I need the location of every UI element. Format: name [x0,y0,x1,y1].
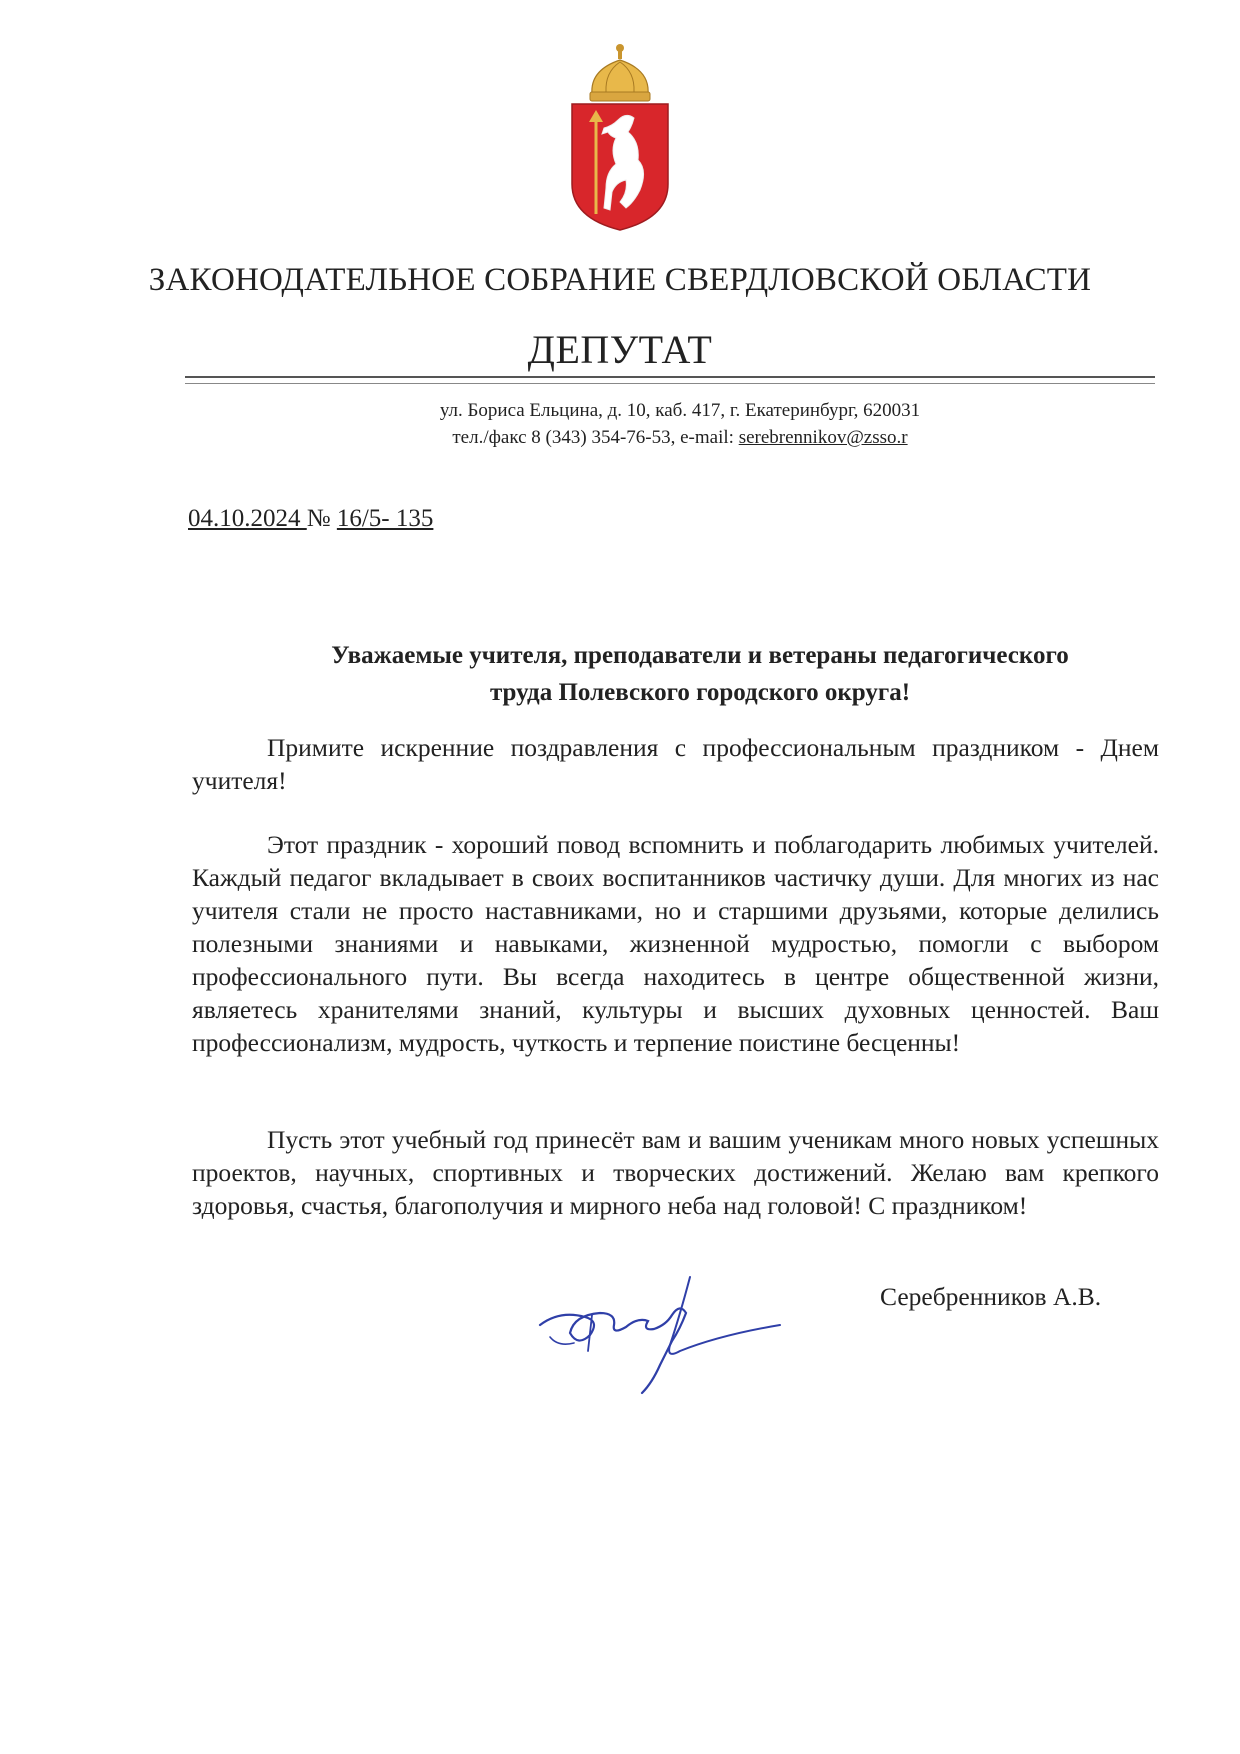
organization-name: ЗАКОНОДАТЕЛЬНОЕ СОБРАНИЕ СВЕРДЛОВСКОЙ ОБЛАСТИ [148,262,1092,298]
email-link[interactable]: serebrennikov@zsso.r [738,427,908,448]
paragraph-congratulation: Примите искренние поздравления с профессиональным праздником - Днем учителя! [192,733,1159,795]
number-sign: № [306,505,331,532]
crown-icon [590,44,650,101]
registration-date: 04.10.2024 [188,505,301,532]
registration-number: 16/5- 135 [336,505,434,532]
phone-fax: тел./факс 8 (343) 354-76-53, e-mail: [452,427,739,448]
header-divider [185,376,1155,378]
greeting-heading [250,637,1150,711]
paragraph-wishes: Пусть этот учебный год принесёт вам и вашим ученикам много новых успешных проектов, научных, спортивных и творческих достижений. Желаю вам крепкого здоровья, счастья, благополучия и мирного неба над головой! С праздником! [192,1125,1159,1220]
coat-of-arms-icon [560,42,680,232]
signer-name: Серебренников А.В. [880,1282,1102,1311]
position-title: ДЕПУТАТ [527,327,713,372]
phone-line [380,424,980,451]
address-line: ул. Бориса Ельцина, д. 10, каб. 417, г. Екатеринбург, 620031 [439,400,921,421]
handwritten-signature-icon [530,1255,800,1400]
registration-line [188,505,433,533]
contact-block [380,397,980,451]
header-divider-thin [185,383,1155,384]
paragraph-teachers: Этот праздник - хороший повод вспомнить и поблагодарить любимых учителей. Каждый педагог вкладывает в своих воспитанников частичку души. Для многих из нас учителя стали не просто наставниками, но и старшими друзьями, которые делились полезными знаниями и навыками, жизненной мудростью, помогли с выбором профессионального пути. Вы всегда находитесь в центре общественной жизни, являетесь хранителями знаний, культуры и высших духовных ценностей. Ваш профессионализм, мудрость, чуткость и терпение поистине бесценны! [192,830,1159,1057]
greeting-line-1: Уважаемые учителя, преподаватели и ветераны педагогического [331,642,1069,669]
greeting-line-2: труда Полевского городского округа! [489,679,911,706]
